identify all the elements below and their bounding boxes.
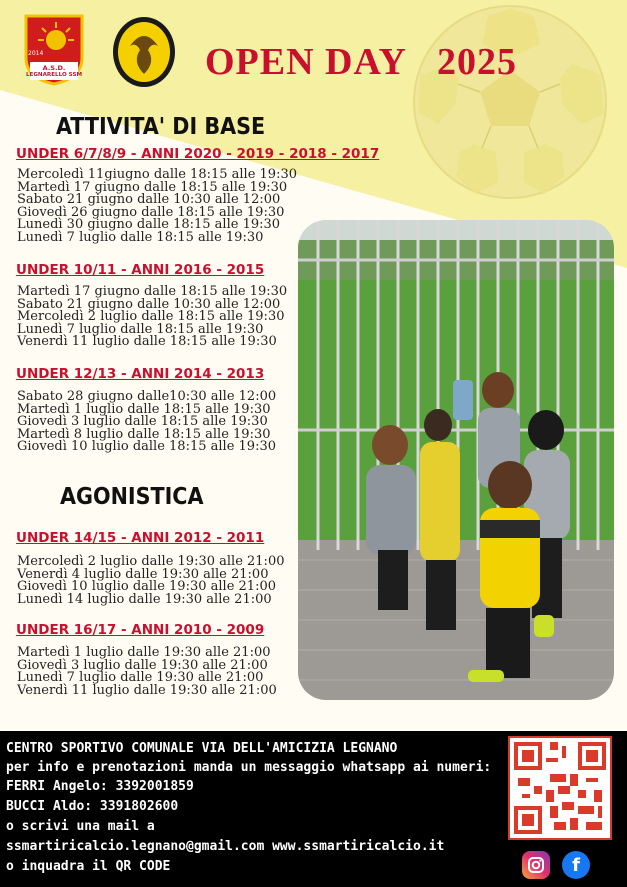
footer-mail-intro: o scrivi una mail a <box>6 819 155 834</box>
schedule-line: Sabato 28 giugno dalle10:30 alle 12:00 <box>17 389 277 404</box>
schedule-line: Sabato 21 giugno dalle 10:30 alle 12:00 <box>17 296 281 312</box>
club-logo-legnarello <box>22 14 86 86</box>
footer-contact-bucci: BUCCI Aldo: 3391802600 <box>6 799 179 814</box>
schedule-line: Venerdì 4 luglio dalle 19:30 alle 21:00 <box>17 566 269 582</box>
partner-logo-ss-martiri <box>112 16 176 88</box>
schedule-line: Martedì 17 giugno dalle 18:15 alle 19:30 <box>17 284 288 299</box>
schedule-line: Mercoledì 2 luglio dalle 19:30 alle 21:00 <box>17 554 285 569</box>
footer-venue: CENTRO SPORTIVO COMUNALE VIA DELL'AMICIZIA LEGNANO <box>6 741 398 756</box>
club-logo-year: 2014 <box>28 50 44 57</box>
schedule-line: Lunedì 7 luglio dalle 18:15 alle 19:30 <box>17 229 264 245</box>
group-title-u16-17: UNDER 16/17 - ANNI 2010 - 2009 <box>16 622 265 638</box>
attivita-base-heading: ATTIVITA' DI BASE <box>56 114 266 140</box>
group-title-u10-11: UNDER 10/11 - ANNI 2016 - 2015 <box>16 262 265 278</box>
schedule-u12-13 <box>17 391 276 454</box>
footer-qr-hint: o inquadra il QR CODE <box>6 859 171 874</box>
partner-logo-text <box>112 16 176 88</box>
group-title-u12-13: UNDER 12/13 - ANNI 2014 - 2013 <box>16 366 265 382</box>
schedule-line: Martedì 8 luglio dalle 18:15 alle 19:30 <box>17 426 271 442</box>
schedule-u10-11 <box>17 286 287 349</box>
soccer-ball-graphic <box>412 4 608 200</box>
page-title: OPEN DAY 2025 <box>205 41 517 83</box>
footer-info: per info e prenotazioni manda un messaggio whatsapp ai numeri: <box>6 760 492 775</box>
club-logo-text: LEGNARELLO SSM <box>25 72 83 78</box>
schedule-line: Lunedì 7 luglio dalle 18:15 alle 19:30 <box>17 321 264 337</box>
schedule-line: Giovedì 3 luglio dalle 18:15 alle 19:30 <box>17 414 268 430</box>
facebook-icon[interactable]: f <box>562 851 590 879</box>
schedule-line: Martedì 1 luglio dalle 19:30 alle 21:00 <box>17 645 271 660</box>
schedule-line: Venerdì 11 luglio dalle 19:30 alle 21:00 <box>17 682 277 698</box>
qr-code[interactable] <box>508 736 612 840</box>
schedule-line: Lunedì 7 luglio dalle 19:30 alle 21:00 <box>17 670 264 686</box>
schedule-u16-17 <box>17 647 277 697</box>
schedule-line: Martedì 1 luglio dalle 18:15 alle 19:30 <box>17 401 271 417</box>
group-title-u14-15: UNDER 14/15 - ANNI 2012 - 2011 <box>16 530 265 546</box>
footer-email-web[interactable]: ssmartiricalcio.legnano@gmail.com www.ssmartiricalcio.it <box>6 839 445 854</box>
schedule-line: Mercoledì 11giugno dalle 18:15 alle 19:30 <box>17 167 298 182</box>
schedule-line: Giovedì 26 giugno dalle 18:15 alle 19:30 <box>17 204 285 220</box>
schedule-line: Lunedì 30 giugno dalle 18:15 alle 19:30 <box>17 217 281 233</box>
schedule-line: Martedì 17 giugno dalle 18:15 alle 19:30 <box>17 179 288 195</box>
agonistica-heading: AGONISTICA <box>60 484 204 510</box>
instagram-icon[interactable] <box>522 851 550 879</box>
schedule-line: Giovedì 3 luglio dalle 19:30 alle 21:00 <box>17 657 268 673</box>
schedule-u6-9 <box>17 169 297 245</box>
schedule-line: Giovedì 10 luglio dalle 19:30 alle 21:00 <box>17 579 276 595</box>
team-photo <box>298 220 614 700</box>
footer-contact-ferri: FERRI Angelo: 3392001859 <box>6 779 194 794</box>
schedule-line: Lunedì 14 luglio dalle 19:30 alle 21:00 <box>17 591 272 607</box>
schedule-line: Mercoledì 2 luglio dalle 18:15 alle 19:30 <box>17 309 285 325</box>
group-title-u6-9: UNDER 6/7/8/9 - ANNI 2020 - 2019 - 2018 - 2017 <box>16 146 380 162</box>
schedule-line: Giovedì 10 luglio dalle 18:15 alle 19:30 <box>17 439 276 455</box>
schedule-line: Sabato 21 giugno dalle 10:30 alle 12:00 <box>17 192 281 208</box>
club-logo-top-text: A.S.D. <box>42 64 66 72</box>
schedule-line: Venerdì 11 luglio dalle 18:15 alle 19:30 <box>17 334 277 350</box>
schedule-u14-15 <box>17 556 284 606</box>
